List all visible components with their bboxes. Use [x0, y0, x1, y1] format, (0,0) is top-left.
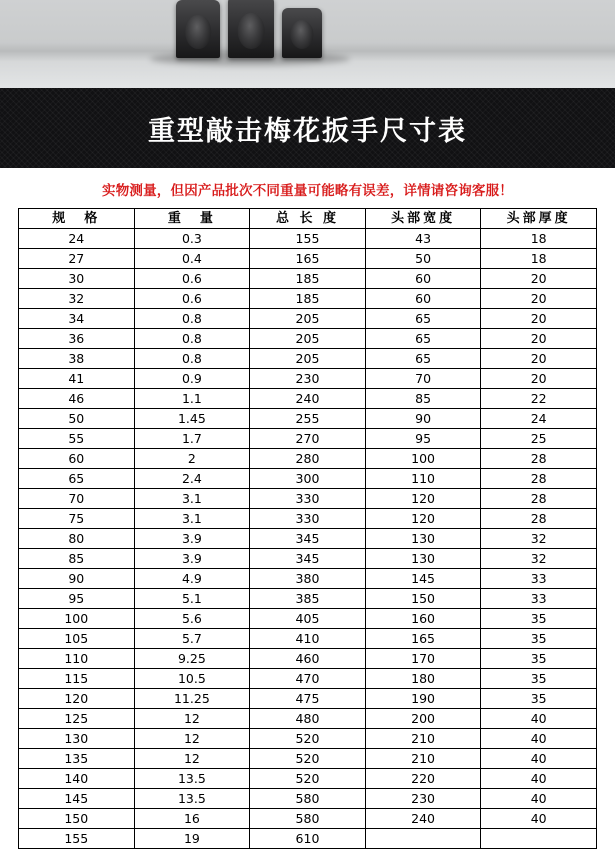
table-cell: 0.9	[134, 369, 250, 389]
table-cell: 185	[250, 289, 366, 309]
table-cell: 240	[250, 389, 366, 409]
table-cell: 35	[481, 689, 597, 709]
table-cell: 65	[365, 349, 481, 369]
table-cell: 125	[19, 709, 135, 729]
table-cell: 40	[481, 789, 597, 809]
table-cell: 460	[250, 649, 366, 669]
table-row	[19, 269, 597, 289]
wrench-image-2	[228, 0, 274, 58]
table-row	[19, 669, 597, 689]
header-cell-weight: 重 量	[134, 209, 250, 229]
table-cell: 19	[134, 829, 250, 849]
table-cell: 85	[365, 389, 481, 409]
table-cell: 5.1	[134, 589, 250, 609]
table-cell: 20	[481, 349, 597, 369]
table-cell: 90	[19, 569, 135, 589]
table-cell: 190	[365, 689, 481, 709]
table-cell: 20	[481, 309, 597, 329]
table-cell: 33	[481, 589, 597, 609]
table-cell: 3.9	[134, 549, 250, 569]
table-cell: 13.5	[134, 769, 250, 789]
measurement-notice: 实物测量，但因产品批次不同重量可能略有误差，详情请咨询客服！	[102, 183, 513, 199]
title-banner	[0, 88, 615, 168]
table-cell: 35	[481, 649, 597, 669]
spec-table	[18, 208, 597, 849]
table-cell: 155	[19, 829, 135, 849]
table-cell: 11.25	[134, 689, 250, 709]
table-cell: 60	[365, 289, 481, 309]
table-header-row	[19, 209, 597, 229]
table-cell: 90	[365, 409, 481, 429]
table-row	[19, 809, 597, 829]
table-cell: 580	[250, 809, 366, 829]
table-cell: 10.5	[134, 669, 250, 689]
table-cell: 24	[19, 229, 135, 249]
table-cell: 100	[365, 449, 481, 469]
table-cell: 38	[19, 349, 135, 369]
table-cell: 34	[19, 309, 135, 329]
table-cell: 0.8	[134, 309, 250, 329]
table-cell: 520	[250, 769, 366, 789]
table-cell: 155	[250, 229, 366, 249]
table-row	[19, 289, 597, 309]
table-cell: 120	[365, 489, 481, 509]
table-row	[19, 749, 597, 769]
table-cell: 18	[481, 249, 597, 269]
table-cell: 270	[250, 429, 366, 449]
table-cell: 70	[365, 369, 481, 389]
table-row	[19, 349, 597, 369]
table-cell: 25	[481, 429, 597, 449]
table-cell: 480	[250, 709, 366, 729]
table-cell: 580	[250, 789, 366, 809]
table-cell: 30	[19, 269, 135, 289]
table-cell: 46	[19, 389, 135, 409]
table-cell: 115	[19, 669, 135, 689]
table-row	[19, 729, 597, 749]
table-cell: 41	[19, 369, 135, 389]
table-cell: 0.3	[134, 229, 250, 249]
table-cell: 150	[19, 809, 135, 829]
table-cell: 95	[365, 429, 481, 449]
table-row	[19, 509, 597, 529]
product-photo-banner	[0, 0, 615, 88]
table-cell: 345	[250, 529, 366, 549]
table-cell: 3.9	[134, 529, 250, 549]
table-cell: 40	[481, 769, 597, 789]
table-cell: 230	[250, 369, 366, 389]
table-cell: 3.1	[134, 509, 250, 529]
table-row	[19, 589, 597, 609]
table-cell: 9.25	[134, 649, 250, 669]
table-row	[19, 709, 597, 729]
table-cell: 345	[250, 549, 366, 569]
table-cell: 35	[481, 669, 597, 689]
table-cell: 610	[250, 829, 366, 849]
table-cell: 520	[250, 729, 366, 749]
table-cell: 385	[250, 589, 366, 609]
table-cell: 2.4	[134, 469, 250, 489]
table-cell: 80	[19, 529, 135, 549]
table-cell: 210	[365, 729, 481, 749]
table-cell: 24	[481, 409, 597, 429]
table-cell: 95	[19, 589, 135, 609]
table-cell: 4.9	[134, 569, 250, 589]
table-cell: 185	[250, 269, 366, 289]
table-cell: 18	[481, 229, 597, 249]
table-cell: 150	[365, 589, 481, 609]
table-cell: 0.8	[134, 329, 250, 349]
table-cell: 70	[19, 489, 135, 509]
header-cell-head-width: 头部宽度	[365, 209, 481, 229]
table-cell: 205	[250, 329, 366, 349]
table-cell: 135	[19, 749, 135, 769]
table-cell: 0.6	[134, 289, 250, 309]
header-cell-head-thickness: 头部厚度	[481, 209, 597, 229]
table-row	[19, 789, 597, 809]
table-cell: 60	[19, 449, 135, 469]
table-row	[19, 229, 597, 249]
table-row	[19, 329, 597, 349]
table-cell: 130	[365, 529, 481, 549]
table-cell: 180	[365, 669, 481, 689]
table-cell: 475	[250, 689, 366, 709]
table-cell: 20	[481, 329, 597, 349]
table-row	[19, 649, 597, 669]
wrench-image-3	[282, 8, 322, 58]
table-row	[19, 389, 597, 409]
table-cell: 240	[365, 809, 481, 829]
table-cell	[481, 829, 597, 849]
table-cell: 520	[250, 749, 366, 769]
table-row	[19, 309, 597, 329]
table-cell: 110	[365, 469, 481, 489]
header-cell-size: 规 格	[19, 209, 135, 229]
table-cell: 3.1	[134, 489, 250, 509]
table-row	[19, 369, 597, 389]
table-cell: 330	[250, 489, 366, 509]
table-cell: 35	[481, 609, 597, 629]
table-cell: 16	[134, 809, 250, 829]
table-row	[19, 629, 597, 649]
table-cell: 130	[19, 729, 135, 749]
table-cell: 32	[481, 549, 597, 569]
table-cell: 20	[481, 269, 597, 289]
table-cell: 1.45	[134, 409, 250, 429]
table-cell: 1.1	[134, 389, 250, 409]
table-cell: 50	[365, 249, 481, 269]
table-cell: 210	[365, 749, 481, 769]
table-cell: 32	[19, 289, 135, 309]
table-cell: 410	[250, 629, 366, 649]
table-cell: 20	[481, 289, 597, 309]
table-cell: 40	[481, 749, 597, 769]
spec-table-body	[19, 209, 597, 849]
table-cell: 65	[19, 469, 135, 489]
table-cell: 43	[365, 229, 481, 249]
table-cell: 470	[250, 669, 366, 689]
table-row	[19, 469, 597, 489]
table-cell: 160	[365, 609, 481, 629]
table-cell: 0.4	[134, 249, 250, 269]
table-cell: 50	[19, 409, 135, 429]
table-row	[19, 769, 597, 789]
table-cell: 220	[365, 769, 481, 789]
table-cell: 130	[365, 549, 481, 569]
table-cell: 0.8	[134, 349, 250, 369]
wrench-image-1	[176, 0, 220, 58]
table-row	[19, 429, 597, 449]
table-row	[19, 489, 597, 509]
table-cell	[365, 829, 481, 849]
table-cell: 75	[19, 509, 135, 529]
table-row	[19, 409, 597, 429]
table-cell: 170	[365, 649, 481, 669]
table-cell: 380	[250, 569, 366, 589]
table-cell: 55	[19, 429, 135, 449]
table-row	[19, 689, 597, 709]
table-cell: 230	[365, 789, 481, 809]
table-cell: 12	[134, 749, 250, 769]
table-cell: 2	[134, 449, 250, 469]
table-cell: 165	[365, 629, 481, 649]
header-cell-total-length: 总 长 度	[250, 209, 366, 229]
table-row	[19, 829, 597, 849]
table-cell: 100	[19, 609, 135, 629]
table-cell: 60	[365, 269, 481, 289]
table-cell: 405	[250, 609, 366, 629]
table-cell: 280	[250, 449, 366, 469]
table-cell: 65	[365, 329, 481, 349]
table-row	[19, 449, 597, 469]
table-cell: 255	[250, 409, 366, 429]
table-cell: 1.7	[134, 429, 250, 449]
table-cell: 110	[19, 649, 135, 669]
table-cell: 13.5	[134, 789, 250, 809]
table-cell: 140	[19, 769, 135, 789]
table-cell: 120	[19, 689, 135, 709]
table-cell: 85	[19, 549, 135, 569]
table-cell: 145	[19, 789, 135, 809]
table-cell: 200	[365, 709, 481, 729]
table-cell: 28	[481, 489, 597, 509]
table-cell: 28	[481, 509, 597, 529]
table-cell: 120	[365, 509, 481, 529]
table-cell: 28	[481, 469, 597, 489]
table-cell: 205	[250, 349, 366, 369]
table-cell: 28	[481, 449, 597, 469]
table-cell: 40	[481, 729, 597, 749]
table-cell: 5.7	[134, 629, 250, 649]
table-cell: 5.6	[134, 609, 250, 629]
table-row	[19, 609, 597, 629]
table-cell: 12	[134, 709, 250, 729]
table-cell: 22	[481, 389, 597, 409]
table-cell: 12	[134, 729, 250, 749]
table-cell: 33	[481, 569, 597, 589]
table-cell: 300	[250, 469, 366, 489]
table-row	[19, 249, 597, 269]
spec-table-wrapper	[0, 208, 615, 849]
table-row	[19, 549, 597, 569]
table-row	[19, 529, 597, 549]
table-cell: 35	[481, 629, 597, 649]
table-row	[19, 569, 597, 589]
table-cell: 165	[250, 249, 366, 269]
table-cell: 40	[481, 709, 597, 729]
table-cell: 27	[19, 249, 135, 269]
table-cell: 330	[250, 509, 366, 529]
page-title: 重型敲击梅花扳手尺寸表	[148, 115, 467, 147]
table-cell: 32	[481, 529, 597, 549]
table-cell: 0.6	[134, 269, 250, 289]
table-cell: 105	[19, 629, 135, 649]
table-cell: 36	[19, 329, 135, 349]
table-cell: 65	[365, 309, 481, 329]
table-cell: 145	[365, 569, 481, 589]
table-cell: 40	[481, 809, 597, 829]
table-cell: 20	[481, 369, 597, 389]
table-cell: 205	[250, 309, 366, 329]
